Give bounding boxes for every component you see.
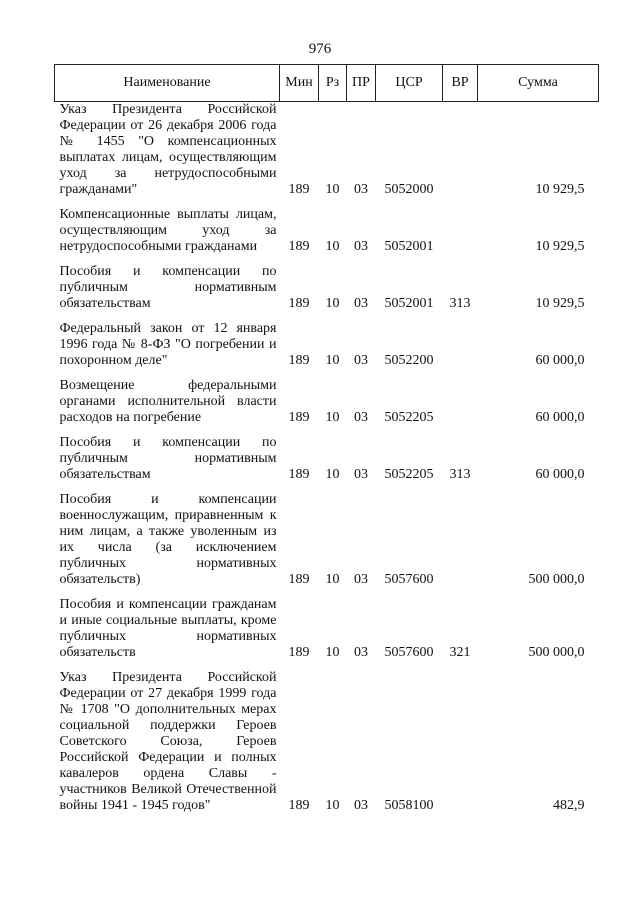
table-row xyxy=(55,256,599,313)
row-name: Возмещение федеральными органами исполнительной власти расходов на погребение xyxy=(59,378,277,425)
row-rz: 10 xyxy=(325,353,340,368)
row-min: 189 xyxy=(288,572,310,587)
table-body xyxy=(55,102,599,816)
row-name: Указ Президента Российской Федерации от 26 декабря 2006 года № 1455 "О компенсационных выплатах лицам, осуществляющим уход за нетрудоспособными гражданами" xyxy=(59,102,277,197)
row-min: 189 xyxy=(288,239,310,254)
row-sum: 60 000,0 xyxy=(535,410,585,425)
table-row xyxy=(55,662,599,815)
header-min: Мин xyxy=(280,65,319,102)
row-vr xyxy=(443,370,478,427)
row-rz: 10 xyxy=(325,239,340,254)
row-csr: 5052000 xyxy=(384,182,434,197)
row-min: 189 xyxy=(288,410,310,425)
table-header xyxy=(55,65,599,102)
row-csr: 5058100 xyxy=(384,798,434,813)
row-pr: 03 xyxy=(354,239,368,254)
row-min: 189 xyxy=(288,353,310,368)
row-name: Пособия и компенсации по публичным нормативным обязательствам xyxy=(59,435,277,482)
row-rz: 10 xyxy=(325,798,340,813)
row-pr: 03 xyxy=(354,353,368,368)
row-rz: 10 xyxy=(325,645,340,660)
row-name: Пособия и компенсации военнослужащим, приравненным к ним лицам, а также уволенным из их числа (за исключением публичных нормативных обязательств) xyxy=(59,492,277,587)
row-name: Указ Президента Российской Федерации от 27 декабря 1999 года № 1708 "О дополнительных мерах социальной поддержки Героев Советского Союза, Героев Российской Федерации и полных кавалеров ордена Славы - участников Великой Отечественной войны 1941 - 1945 годов" xyxy=(59,670,277,813)
table-row xyxy=(55,589,599,662)
header-rz: Рз xyxy=(319,65,347,102)
row-vr xyxy=(443,199,478,256)
row-rz: 10 xyxy=(325,572,340,587)
row-name: Федеральный закон от 12 января 1996 года № 8-ФЗ "О погребении и похоронном деле" xyxy=(59,321,277,368)
row-sum: 10 929,5 xyxy=(535,296,585,311)
table-row xyxy=(55,199,599,256)
header-csr: ЦСР xyxy=(376,65,443,102)
row-pr: 03 xyxy=(354,410,368,425)
row-min: 189 xyxy=(288,296,310,311)
row-name: Компенсационные выплаты лицам, осуществляющим уход за нетрудоспособными гражданами xyxy=(59,207,277,254)
row-csr: 5057600 xyxy=(384,572,434,587)
table-row xyxy=(55,102,599,200)
row-min: 189 xyxy=(288,798,310,813)
row-rz: 10 xyxy=(325,182,340,197)
row-csr: 5052001 xyxy=(384,239,434,254)
budget-table xyxy=(54,64,599,815)
row-rz: 10 xyxy=(325,296,340,311)
table-row xyxy=(55,370,599,427)
header-vr: ВР xyxy=(443,65,478,102)
row-csr: 5052205 xyxy=(384,410,434,425)
row-vr xyxy=(443,102,478,200)
row-vr: 313 xyxy=(449,296,471,311)
row-sum: 10 929,5 xyxy=(535,239,585,254)
row-vr xyxy=(443,484,478,589)
header-name: Наименование xyxy=(55,65,280,102)
table-row xyxy=(55,313,599,370)
row-vr: 313 xyxy=(449,467,471,482)
row-name: Пособия и компенсации гражданам и иные социальные выплаты, кроме публичных нормативных обязательств xyxy=(59,597,277,660)
row-pr: 03 xyxy=(354,798,368,813)
row-sum: 10 929,5 xyxy=(535,182,585,197)
row-sum: 500 000,0 xyxy=(528,645,585,660)
row-rz: 10 xyxy=(325,410,340,425)
row-csr: 5052205 xyxy=(384,467,434,482)
header-pr: ПР xyxy=(347,65,376,102)
row-sum: 60 000,0 xyxy=(535,353,585,368)
row-min: 189 xyxy=(288,467,310,482)
header-sum: Сумма xyxy=(478,65,599,102)
row-min: 189 xyxy=(288,182,310,197)
row-vr: 321 xyxy=(449,645,471,660)
row-name: Пособия и компенсации по публичным нормативным обязательствам xyxy=(59,264,277,311)
row-pr: 03 xyxy=(354,645,368,660)
row-sum: 500 000,0 xyxy=(528,572,585,587)
row-csr: 5057600 xyxy=(384,645,434,660)
row-min: 189 xyxy=(288,645,310,660)
table-row xyxy=(55,427,599,484)
row-sum: 482,9 xyxy=(553,798,585,813)
row-pr: 03 xyxy=(354,296,368,311)
row-pr: 03 xyxy=(354,572,368,587)
row-vr xyxy=(443,662,478,815)
row-vr xyxy=(443,313,478,370)
row-pr: 03 xyxy=(354,182,368,197)
row-rz: 10 xyxy=(325,467,340,482)
row-csr: 5052001 xyxy=(384,296,434,311)
row-pr: 03 xyxy=(354,467,368,482)
row-sum: 60 000,0 xyxy=(535,467,585,482)
page-number: 976 xyxy=(308,41,332,57)
table-row xyxy=(55,484,599,589)
row-csr: 5052200 xyxy=(384,353,434,368)
